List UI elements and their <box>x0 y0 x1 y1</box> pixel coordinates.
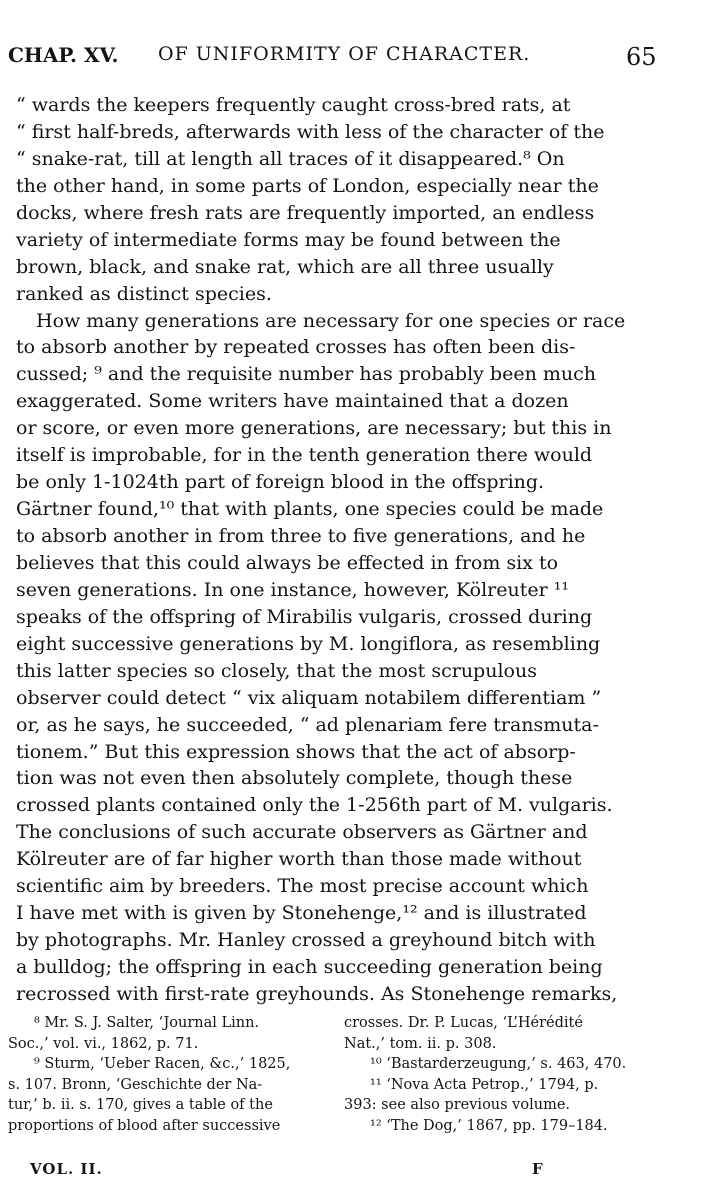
footnote-line: ¹¹ ‘Nova Acta Petrop.,’ 1794, p. <box>370 1076 599 1093</box>
text-line: itself is improbable, for in the tenth generation there would <box>16 444 593 467</box>
text-line: to absorb another in from three to five generations, and he <box>16 525 586 547</box>
volume-signature: VOL. II. <box>30 1160 103 1178</box>
text-line: recrossed with first-rate greyhounds. As Stonehenge remarks, <box>16 982 618 1005</box>
text-line: I have met with is given by Stonehenge,¹² and is illustrated <box>16 902 587 925</box>
text-line: tionem.” But this expression shows that the act of absorp- <box>16 740 576 763</box>
text-line: How many generations are necessary for one species or race <box>36 309 626 332</box>
footnote-line: tur,’ b. ii. s. 170, gives a table of the <box>8 1097 273 1114</box>
text-line: brown, black, and snake rat, which are all three usually <box>16 255 554 278</box>
text-line: The conclusions of such accurate observers as Gärtner and <box>16 821 588 844</box>
footnote-line: 393: see also previous volume. <box>344 1097 571 1114</box>
gathering-signature: F <box>532 1160 543 1178</box>
text-line: or, as he says, he succeeded, “ ad plenariam fere transmuta- <box>16 713 599 736</box>
text-line: Gärtner found,¹⁰ that with plants, one species could be made <box>16 498 604 521</box>
footnote-line: s. 107. Bronn, ‘Geschichte der Na- <box>8 1076 263 1093</box>
running-header <box>8 43 657 75</box>
text-line: this latter species so closely, that the most scrupulous <box>16 659 537 682</box>
text-line: variety of intermediate forms may be found between the <box>16 228 561 251</box>
chapter-label: CHAP. XV. <box>8 43 119 67</box>
text-line: or score, or even more generations, are necessary; but this in <box>16 417 612 440</box>
text-line: ranked as distinct species. <box>16 282 272 305</box>
text-line: speaks of the offspring of Mirabilis vulgaris, crossed during <box>16 605 593 628</box>
text-line: “ snake-rat, till at length all traces of it disappeared.⁸ On <box>16 147 565 170</box>
footnote-line: Soc.,’ vol. vi., 1862, p. 71. <box>8 1035 199 1052</box>
text-line: a bulldog; the offspring in each succeeding generation being <box>16 956 603 978</box>
footnote-line: proportions of blood after successive <box>8 1117 281 1134</box>
text-line: to absorb another by repeated crosses has often been dis- <box>16 336 576 359</box>
text-line: tion was not even then absolutely complete, though these <box>16 767 573 790</box>
text-line: the other hand, in some parts of London, especially near the <box>16 174 599 197</box>
text-line: docks, where fresh rats are frequently imported, an endless <box>16 201 595 224</box>
text-line: by photographs. Mr. Hanley crossed a greyhound bitch with <box>16 929 596 952</box>
page-number: 65 <box>626 43 657 71</box>
footnote-line: Nat.,’ tom. ii. p. 308. <box>344 1035 497 1052</box>
text-line: “ wards the keepers frequently caught cross-bred rats, at <box>16 94 571 116</box>
footnotes-left-column <box>8 1013 328 1137</box>
text-line: be only 1-1024th part of foreign blood in the offspring. <box>16 471 545 494</box>
footnote-line: ¹⁰ ‘Bastarderzeugung,’ s. 463, 470. <box>370 1056 627 1073</box>
text-line: scientific aim by breeders. The most precise account which <box>16 875 589 898</box>
text-line: exaggerated. Some writers have maintained that a dozen <box>16 390 569 413</box>
body-text <box>16 92 642 1008</box>
footnote-line: ⁸ Mr. S. J. Salter, ‘Journal Linn. <box>34 1015 260 1031</box>
text-line: cussed; ⁹ and the requisite number has probably been much <box>16 363 596 386</box>
footnote-line: ¹² ‘The Dog,’ 1867, pp. 179–184. <box>370 1117 608 1134</box>
text-line: seven generations. In one instance, however, Kölreuter ¹¹ <box>16 578 569 601</box>
text-line: Kölreuter are of far higher worth than those made without <box>16 848 582 871</box>
running-title: OF UNIFORMITY OF CHARACTER. <box>158 43 531 65</box>
text-line: crossed plants contained only the 1-256th part of M. vulgaris. <box>16 794 613 817</box>
text-line: believes that this could always be effected in from six to <box>16 551 559 574</box>
text-line: observer could detect “ vix aliquam notabilem differentiam ” <box>16 686 602 709</box>
text-line: eight successive generations by M. longiflora, as resembling <box>16 632 601 655</box>
footnotes-right-column <box>344 1013 644 1137</box>
text-line: “ first half-breds, afterwards with less of the character of the <box>16 120 605 143</box>
footnote-line: ⁹ Sturm, ‘Ueber Racen, &c.,’ 1825, <box>34 1056 291 1073</box>
footnote-line: crosses. Dr. P. Lucas, ‘L’Hérédité <box>344 1015 583 1031</box>
